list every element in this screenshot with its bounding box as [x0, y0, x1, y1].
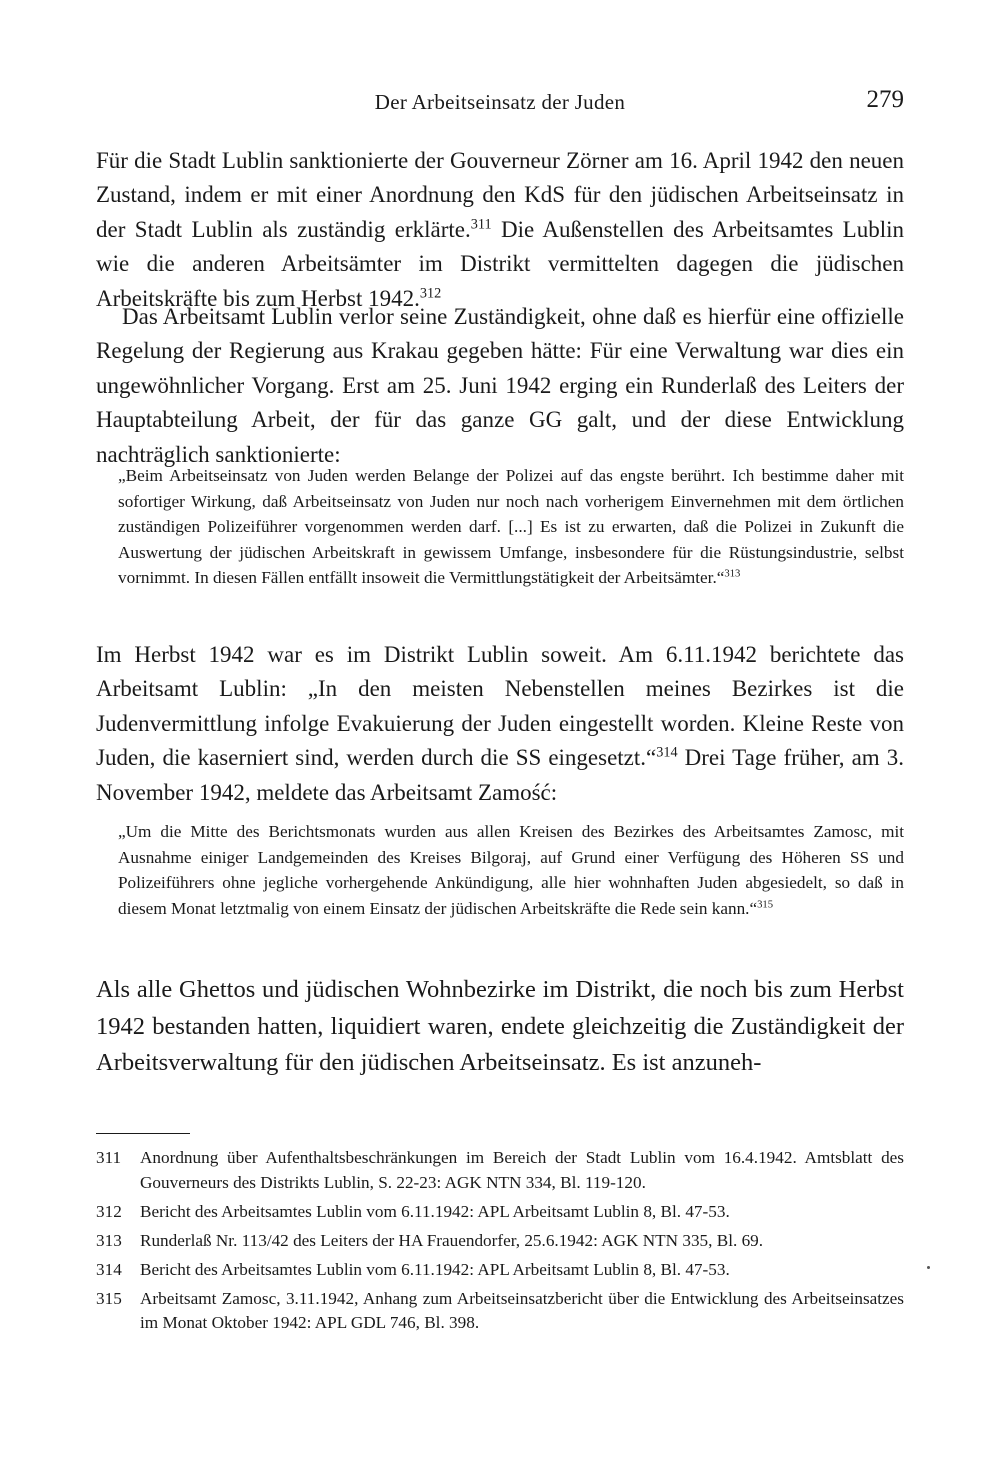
footnote-number: 312 — [96, 1201, 122, 1221]
running-title: Der Arbeitseinsatz der Juden — [374, 90, 626, 114]
footnote-number: 313 — [96, 1230, 122, 1250]
footnote-ref-313[interactable]: 313 — [724, 568, 741, 580]
footnote-text: Anordnung über Aufenthaltsbeschränkungen im Bereich der Stadt Lublin vom 16.4.1942. Amtsblatt des Gouverneurs des Distrikts Lublin, S. 22-23: AGK NTN 334, Bl. 119-120. — [140, 1148, 904, 1192]
paragraph-2: Das Arbeitsamt Lublin verlor seine Zuständigkeit, ohne daß es hierfür eine offizielle Regelung der Regierung aus Krakau gegeben hätte: Für eine Verwaltung war dies ein ungewöhnlicher Vorgang. Erst am 25. Juni 1942 erging ein Runderlaß des Leiters der Hauptabteilung Arbeit, der für das ganze GG galt, und der diese Entwicklung nachträglich sanktionierte: — [96, 304, 904, 467]
footnote-313 — [96, 1229, 904, 1254]
page-number: 279 — [866, 86, 904, 113]
footnote-number: 314 — [96, 1259, 122, 1279]
footnote-ref-311[interactable]: 311 — [470, 216, 492, 233]
paragraph-4: Als alle Ghettos und jüdischen Wohnbezirke im Distrikt, die noch bis zum Herbst 1942 bestanden hatten, liquidiert waren, endete gleichzeitig die Zuständigkeit der Arbeitsverwaltung für den jüdischen Arbeitseinsatz. Es ist anzuneh- — [96, 976, 904, 1076]
block-quote-2-text: „Um die Mitte des Berichtsmonats wurden aus allen Kreisen des Bezirkes des Arbeitsamtes Zamosc, mit Ausnahme einiger Landgemeinden des Kreises Bilgoraj, auf Grund einer Verfügung des Höheren SS und Polizeiführers ohne jegliche vorhergehende Ankündigung, alle hier wohnhaften Juden abgesiedelt, so daß in diesem Monat letztmalig von einem Einsatz der jüdischen Arbeitskräfte die Rede sein kann.“ — [118, 822, 904, 918]
footnote-text: Bericht des Arbeitsamtes Lublin vom 6.11.1942: APL Arbeitsamt Lublin 8, Bl. 47-53. — [140, 1259, 730, 1279]
footnote-ref-312[interactable]: 312 — [419, 285, 442, 302]
footnote-315 — [96, 1287, 904, 1336]
footnote-separator — [96, 1133, 190, 1134]
paragraph-1 — [96, 144, 904, 316]
footnote-311 — [96, 1146, 904, 1195]
footnote-text: Runderlaß Nr. 113/42 des Leiters der HA Frauendorfer, 25.6.1942: AGK NTN 335, Bl. 69. — [140, 1230, 764, 1250]
footnote-ref-314[interactable]: 314 — [656, 744, 678, 761]
footnote-text: Bericht des Arbeitsamtes Lublin vom 6.11.1942: APL Arbeitsamt Lublin 8, Bl. 47-53. — [140, 1201, 730, 1221]
paragraph-1-text: Für die Stadt Lublin sanktionierte der Gouverneur Zörner am 16. April 1942 den neuen Zustand, indem er mit einer Anordnung den KdS für den jüdischen Arbeitseinsatz in der Stadt Lublin als zuständig erklärte. — [96, 148, 904, 242]
paragraph-1-text-cont: Die Außenstellen des Arbeitsamtes Lublin wie die anderen Arbeitsämter im Distrikt vermittelten dagegen die jüdischen Arbeitskräfte bis zum Herbst 1942. — [96, 216, 905, 311]
block-quote-1 — [118, 463, 904, 591]
footnote-text: Arbeitsamt Zamosc, 3.11.1942, Anhang zum Arbeitseinsatzbericht über die Entwicklung des Arbeitseinsatzes im Monat Oktober 1942: APL GDL 746, Bl. 398. — [140, 1288, 904, 1332]
paragraph-3-text: Im Herbst 1942 war es im Distrikt Lublin soweit. Am 6.11.1942 berichtete das Arbeitsamt Lublin: „In den meisten Nebenstellen meines Bezirkes ist die Judenvermittlung infolge Evakuierung der Juden eingestellt worden. Kleine Reste von Juden, die kaserniert sind, werden durch die SS eingesetzt.“ — [96, 642, 904, 771]
footnote-ref-315[interactable]: 315 — [757, 899, 774, 911]
paragraph-3 — [96, 638, 904, 810]
footnote-314 — [96, 1258, 904, 1283]
footnote-312 — [96, 1200, 904, 1225]
scan-speck — [927, 1266, 930, 1269]
running-head — [96, 86, 904, 120]
footnote-number: 315 — [96, 1288, 122, 1308]
footnote-number: 311 — [96, 1148, 122, 1167]
block-quote-1-text: „Beim Arbeitseinsatz von Juden werden Belange der Polizei auf das engste berührt. Ich bestimme daher mit sofortiger Wirkung, daß Arbeitseinsatz von Juden nur noch nach vorherigem Einvernehmen mit dem örtlichen zuständigen Polizeiführer vorgenommen werden darf. [...] Es ist zu erwarten, daß die Polizei in Zukunft die Auswertung der jüdischen Arbeitskraft in gewissem Umfange, insbesondere für die Rüstungsindustrie, selbst vornimmt. In diesen Fällen entfällt insoweit die Vermittlungstätigkeit der Arbeitsämter.“ — [118, 466, 904, 588]
footnotes — [96, 1146, 904, 1340]
paragraph-3-text-cont: Drei Tage früher, am 3. November 1942, meldete das Arbeitsamt Zamość: — [96, 745, 904, 805]
block-quote-2 — [118, 819, 904, 921]
